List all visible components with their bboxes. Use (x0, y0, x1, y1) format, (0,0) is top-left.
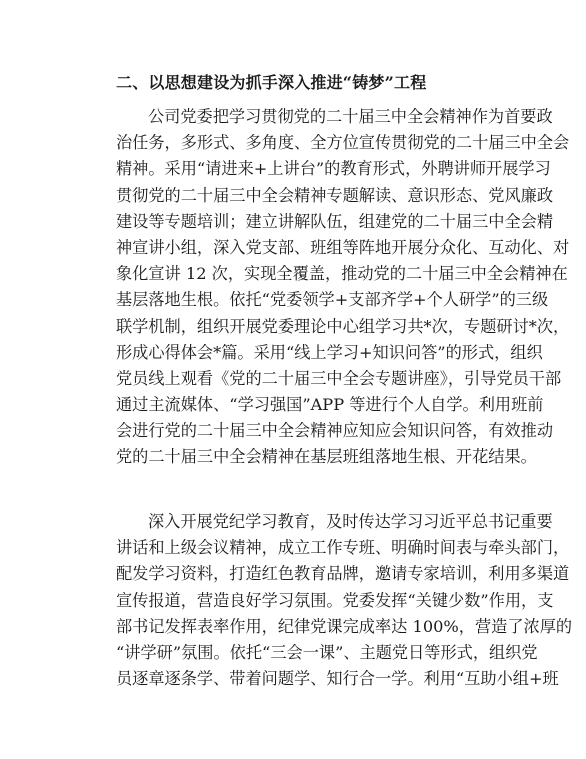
paragraph-line: 配发学习资料，打造红色教育品牌，邀请专家培训，利用多渠道 (116, 564, 570, 584)
paragraph-line: 深入开展党纪学习教育，及时传达学习习近平总书记重要 (148, 512, 553, 531)
paragraph-discipline-education (116, 509, 573, 692)
paragraph-line: 神宣讲小组，深入党支部、班组等阵地开展分众化、互动化、对 (116, 237, 570, 257)
paragraph-line: 公司党委把学习贯彻党的二十届三中全会精神作为首要政 (148, 107, 553, 126)
section-heading: 二、以思想建设为抓手深入推进“铸梦”工程 (116, 73, 427, 92)
paragraph-line: 治任务，多形式、多角度、全方位宣传贯彻党的二十届三中全会 (116, 133, 570, 153)
paragraph-line: 基层落地生根。依托“党委领学+支部齐学+个人研学”的三级 (116, 290, 549, 310)
paragraph-line: 员逐章逐条学、带着问题学、知行合一学。利用“互助小组+班 (116, 669, 559, 689)
paragraph-line: 通过主流媒体、“学习强国”APP 等进行个人自学。利用班前 (116, 395, 544, 415)
paragraph-line: 党员线上观看《党的二十届三中全会专题讲座》，引导党员干部 (116, 368, 562, 388)
paragraph-line: 建设等专题培训；建立讲解队伍，组建党的二十届三中全会精 (116, 211, 554, 231)
paragraph-line: 讲话和上级会议精神，成立工作专班、明确时间表与牵头部门， (116, 538, 570, 558)
paragraph-party-study (116, 104, 570, 471)
paragraph-line: 精神。采用“请进来+上讲台”的教育形式，外聘讲师开展学习 (116, 159, 551, 179)
paragraph-line: 党的二十届三中全会精神在基层班组落地生根、开花结果。 (116, 447, 537, 467)
paragraph-line: 联学机制，组织开展党委理论中心组学习共*次，专题研讨*次， (116, 316, 570, 336)
paragraph-line: “讲学研”氛围。依托“三会一课”、主题党日等形式，组织党 (116, 642, 538, 662)
paragraph-line: 象化宣讲 12 次，实现全覆盖，推动党的二十届三中全会精神在 (116, 264, 568, 284)
paragraph-line: 会进行党的二十届三中全会精神应知应会知识问答，有效推动 (116, 421, 554, 441)
paragraph-line: 形成心得体会*篇。采用“线上学习+知识问答”的形式，组织 (116, 342, 543, 362)
paragraph-line: 贯彻党的二十届三中全会精神专题解读、意识形态、党风廉政 (116, 185, 554, 205)
paragraph-line: 宣传报道，营造良好学习氛围。党委发挥“关键少数”作用，支 (116, 590, 554, 610)
paragraph-line: 部书记发挥表率作用，纪律党课完成率达 100%，营造了浓厚的 (116, 616, 573, 636)
